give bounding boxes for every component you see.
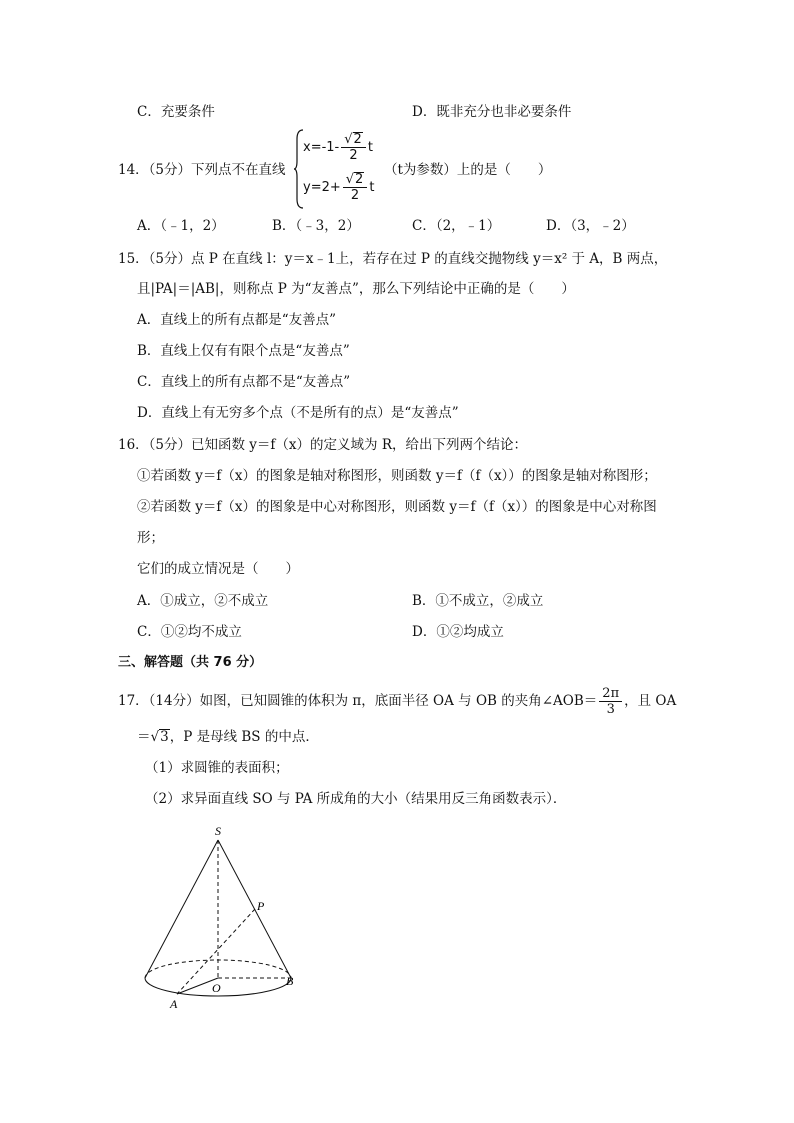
cone-generator-left <box>145 840 218 978</box>
q14-eq2-denominator: 2 <box>350 188 360 203</box>
q17-line2-tail: ，P 是母线 BS 的中点． <box>169 729 319 745</box>
label-p: P <box>257 899 265 913</box>
q14-equation-x <box>303 131 373 165</box>
q17-line1-tail: ，且 OA <box>624 693 677 709</box>
q15-stem-line1: 15．（5分）点 P 在直线 l：y＝x﹣1上，若存在过 P 的直线交抛物线 y＝x² 于 A，B 两点， <box>118 251 668 267</box>
q16-option-c: C．①②均不成立 <box>137 624 242 640</box>
label-b: B <box>286 974 294 988</box>
q17-frac-numerator: 2π <box>599 686 622 702</box>
q14-eq1-lhs: x=-1- <box>303 140 340 155</box>
q14-eq2-radicand: 2 <box>355 172 364 187</box>
q16-statement-1: ①若函数 y＝f（x）的图象是轴对称图形，则函数 y＝f（f（x））的图象是轴对称图形； <box>137 468 657 484</box>
q14-stem-suffix: （t为参数）上的是（ ） <box>384 162 552 178</box>
q14-eq2-t: t <box>369 180 375 195</box>
q14-stem-prefix: 14．（5分）下列点不在直线 <box>118 162 286 178</box>
q14-option-b: B．（﹣3，2） <box>272 218 360 234</box>
q14-option-d: D．（3，﹣2） <box>546 218 635 234</box>
label-s: S <box>215 824 221 838</box>
section-heading: 三、解答题（共 76 分） <box>118 655 263 670</box>
q14-eq2-fraction: $\frac{√2}{2}$ <box>343 172 368 203</box>
q17-stem-line1 <box>118 686 676 717</box>
q14-eq1-denominator: 2 <box>349 148 358 163</box>
q14-equation-y <box>303 171 374 205</box>
q14-eq1-t: t <box>367 140 373 155</box>
q17-line1-text: 17．（14分）如图，已知圆锥的体积为 π，底面半径 OA 与 OB 的夹角∠AOB＝ <box>118 693 598 709</box>
q14-eq1-fraction: $\frac{√2}{2}$ <box>341 132 366 163</box>
q15-stem-line2: 且|PA|＝|AB|，则称点 P 为“友善点”，那么下列结论中正确的是（ ） <box>137 281 575 297</box>
q17-frac-denominator: 3 <box>606 702 615 717</box>
q14-option-c: C．（2，﹣1） <box>412 218 501 234</box>
q14-eq1-radicand: 2 <box>353 132 362 147</box>
q13-option-d: D．既非充分也非必要条件 <box>412 104 572 120</box>
q15-option-b: B．直线上仅有有限个点是“友善点” <box>137 343 350 359</box>
q16-stem-line1: 16．（5分）已知函数 y＝f（x）的定义域为 R，给出下列两个结论： <box>118 437 528 453</box>
q16-option-b: B．①不成立，②成立 <box>412 593 544 609</box>
q14-option-a: A．（﹣1，2） <box>137 218 225 234</box>
q17-sqrt-radicand: 3 <box>160 729 169 745</box>
q17-subquestion-1: （1）求圆锥的表面积； <box>145 760 289 776</box>
q16-option-a: A．①成立，②不成立 <box>137 593 269 609</box>
q16-statement-2-cont: 形； <box>137 530 164 546</box>
q15-option-d: D．直线上有无穷多个点（不是所有的点）是“友善点” <box>137 405 459 421</box>
q16-question: 它们的成立情况是（ ） <box>137 561 299 577</box>
q17-subquestion-2: （2）求异面直线 SO 与 PA 所成角的大小（结果用反三角函数表示）． <box>145 791 567 807</box>
q17-line2-eq: ＝ <box>137 729 151 745</box>
q14-eq2-lhs: y=2+ <box>303 180 341 195</box>
cone-figure <box>130 820 320 1020</box>
q17-stem-line2: ＝√3，P 是母线 BS 的中点． <box>137 729 319 745</box>
q13-option-c: C．充要条件 <box>137 104 215 120</box>
q16-statement-2: ②若函数 y＝f（x）的图象是中心对称图形，则函数 y＝f（f（x））的图象是中心对称图 <box>137 499 657 515</box>
q17-angle-fraction <box>599 686 622 717</box>
q15-option-c: C．直线上的所有点都不是“友善点” <box>137 374 351 390</box>
label-o: O <box>212 981 221 995</box>
q16-option-d: D．①②均成立 <box>412 624 504 640</box>
q15-option-a: A．直线上的所有点都是“友善点” <box>137 312 337 328</box>
label-a: A <box>170 997 178 1011</box>
